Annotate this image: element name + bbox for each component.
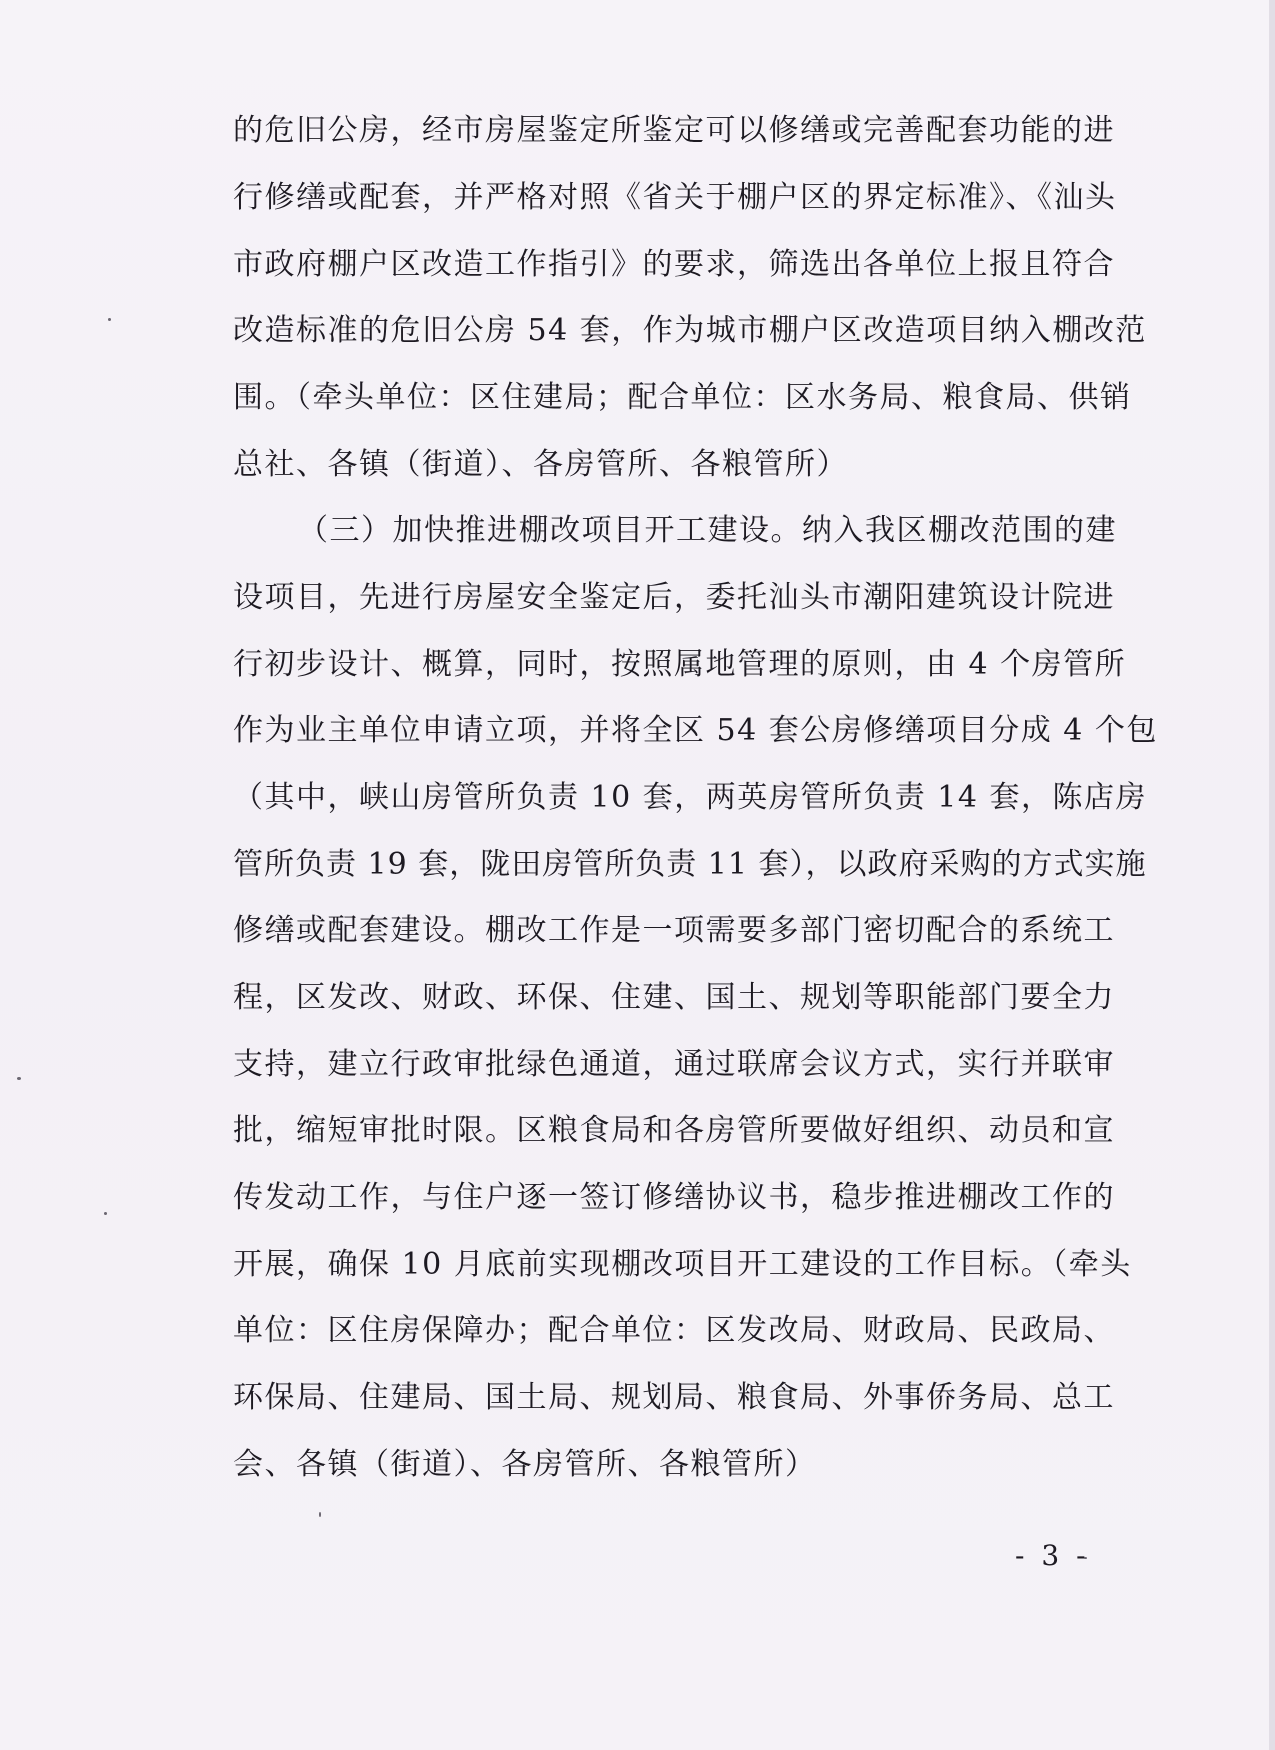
body-text-line: 设项目，先进行房屋安全鉴定后，委托汕头市潮阳建筑设计院进 — [233, 580, 1115, 615]
body-text-line: 程，区发改、财政、环保、住建、国土、规划等职能部门要全力 — [233, 980, 1115, 1015]
scan-speck — [17, 1077, 21, 1080]
scan-speck — [319, 1512, 321, 1517]
body-text-line: 市政府棚户区改造工作指引》的要求，筛选出各单位上报且符合 — [233, 247, 1115, 282]
body-text-line: 行修缮或配套，并严格对照《省关于棚户区的界定标准》、《汕头 — [233, 180, 1117, 215]
body-text-line: 的危旧公房，经市房屋鉴定所鉴定可以修缮或完善配套功能的进 — [233, 113, 1115, 148]
body-text-line: 传发动工作，与住户逐一签订修缮协议书，稳步推进棚改工作的 — [233, 1180, 1115, 1215]
body-text-line: 围。（牵头单位：区住建局；配合单位：区水务局、粮食局、供销 — [233, 380, 1132, 415]
body-text-line: 作为业主单位申请立项，并将全区 54 套公房修缮项目分成 4 个包 — [233, 713, 1158, 748]
body-text-line: 会、各镇（街道）、各房管所、各粮管所） — [233, 1447, 817, 1482]
page-number: - 3 - — [1015, 1539, 1090, 1572]
body-text-line: 总社、各镇（街道）、各房管所、各粮管所） — [233, 447, 848, 482]
section-heading-line: （三）加快推进棚改项目开工建设。纳入我区棚改范围的建 — [298, 513, 1117, 548]
body-text-line: 改造标准的危旧公房 54 套，作为城市棚户区改造项目纳入棚改范 — [233, 313, 1147, 348]
scan-speck — [104, 1212, 107, 1215]
body-text-line: 支持，建立行政审批绿色通道，通过联席会议方式，实行并联审 — [233, 1047, 1115, 1082]
body-text-line: （其中，峡山房管所负责 10 套，两英房管所负责 14 套，陈店房 — [233, 780, 1147, 815]
body-text-line: 行初步设计、概算，同时，按照属地管理的原则，由 4 个房管所 — [233, 647, 1127, 682]
body-text-line: 单位：区住房保障办；配合单位：区发改局、财政局、民政局、 — [233, 1313, 1115, 1348]
scan-edge — [1269, 0, 1275, 1750]
scan-speck — [108, 318, 111, 321]
body-text-line: 修缮或配套建设。棚改工作是一项需要多部门密切配合的系统工 — [233, 913, 1115, 948]
body-text-line: 管所负责 19 套，陇田房管所负责 11 套），以政府采购的方式实施 — [233, 847, 1147, 882]
body-text-line: 批，缩短审批时限。区粮食局和各房管所要做好组织、动员和宣 — [233, 1113, 1115, 1148]
body-text-line: 环保局、住建局、国土局、规划局、粮食局、外事侨务局、总工 — [233, 1380, 1115, 1415]
body-text-line: 开展，确保 10 月底前实现棚改项目开工建设的工作目标。（牵头 — [233, 1247, 1132, 1282]
